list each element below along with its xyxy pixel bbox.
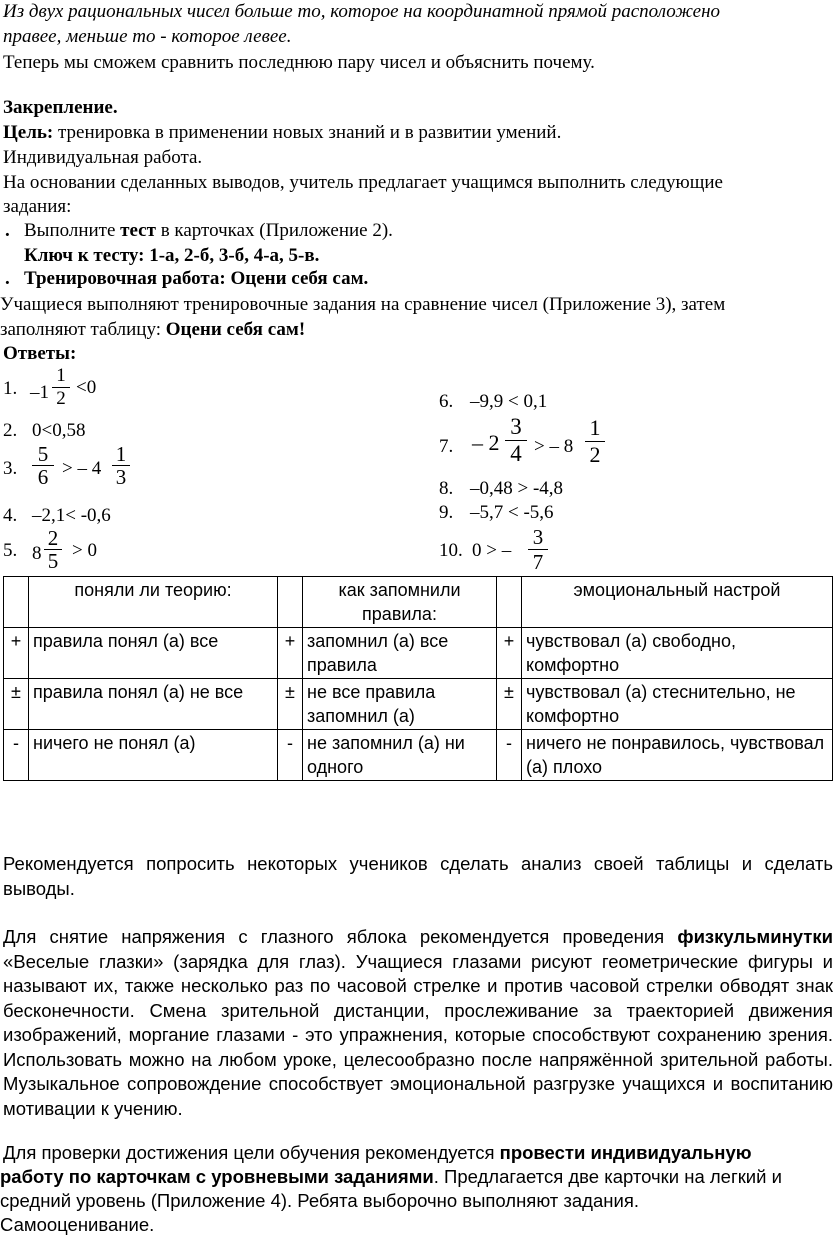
answer-3-numerator-1: 5 xyxy=(37,442,49,466)
check-line-1 xyxy=(3,1142,752,1164)
row-symbol: + xyxy=(278,628,303,679)
row-symbol: + xyxy=(497,628,522,679)
answer-4-number: 4. xyxy=(3,505,18,526)
answer-7-numerator-1: 3 xyxy=(510,414,522,439)
answer-4-text: –2,1< -0,6 xyxy=(32,505,111,526)
answer-1-numerator: 1 xyxy=(56,365,66,386)
goal-text: тренировка в применении новых знаний и в развитии умений. xyxy=(53,122,562,143)
table-cell: запомнил (а) все правила xyxy=(303,628,497,679)
answer-7-number: 7. xyxy=(439,436,454,457)
row-symbol: - xyxy=(278,730,303,781)
list-item-2: Тренировочная работа: Оцени себя сам. xyxy=(24,268,369,289)
based-line-1: На основании сделанных выводов, учитель предлагает учащимся выполнить следующие xyxy=(3,172,723,193)
answer-7-fraction-1 xyxy=(505,415,527,466)
table-cell: ничего не понял (а) xyxy=(29,730,278,781)
item1-post: в карточках (Приложение 2). xyxy=(155,220,393,241)
answer-1-fraction xyxy=(52,366,70,409)
answer-7-numerator-2: 1 xyxy=(589,415,601,440)
students-line-1: Учащиеся выполняют тренировочные задания на сравнение чисел (Приложение 3), затем xyxy=(0,294,726,315)
intro-italic-line-2: правее, меньше то - которое левее. xyxy=(3,26,292,47)
item1-bold: тест xyxy=(120,220,156,241)
intro-line-3: Теперь мы сможем сравнить последнюю пару чисел и объяснить почему. xyxy=(3,52,595,73)
answer-7-fraction-2 xyxy=(585,416,605,467)
row-symbol: - xyxy=(4,730,29,781)
table-row xyxy=(4,679,833,730)
self-evaluation-table xyxy=(3,576,833,781)
answer-6-text: –9,9 < 0,1 xyxy=(470,391,548,412)
answer-10-numerator: 3 xyxy=(532,525,544,549)
list-bullet-1: . xyxy=(5,220,10,241)
answer-1-whole: –1 xyxy=(30,382,49,403)
answer-10-pre: 0 > – xyxy=(472,540,512,561)
answer-10-fraction xyxy=(528,526,548,573)
answer-5-fraction xyxy=(44,528,62,571)
answer-5-denominator: 5 xyxy=(47,549,59,573)
students-line-2-pre: заполняют таблицу: xyxy=(0,319,166,340)
answer-10-number: 10. xyxy=(439,540,463,561)
check-bold-1: провести индивидуальную xyxy=(499,1142,752,1163)
answer-3-number: 3. xyxy=(3,458,18,479)
item1-pre: Выполните xyxy=(24,220,121,241)
answer-10-denominator: 7 xyxy=(532,550,544,574)
table-header-row xyxy=(4,577,833,628)
table-cell: чувствовал (а) стеснительно, не комфортно xyxy=(522,679,833,730)
check-bold-2: работу по карточкам с уровневыми заданиями xyxy=(0,1166,434,1187)
answer-2-text: 0<0,58 xyxy=(32,420,86,441)
relax-paragraph xyxy=(3,925,833,1121)
table-cell: правила понял (а) не все xyxy=(29,679,278,730)
table-cell: ничего не понравилось, чувствовал (а) плохо xyxy=(522,730,833,781)
check-post-1: . Предлагается две карточки на легкий и xyxy=(433,1166,782,1187)
answer-3-middle: > – 4 xyxy=(62,458,102,479)
answer-3-denominator-1: 6 xyxy=(37,465,49,489)
answer-7-denominator-2: 2 xyxy=(589,442,601,467)
intro-italic-line-1: Из двух рациональных чисел больше то, которое на координатной прямой расположено xyxy=(3,1,721,22)
answer-3-fraction-1 xyxy=(32,444,54,487)
check-line-3: средний уровень (Приложение 4). Ребята выборочно выполняют задания. xyxy=(0,1190,639,1211)
table-cell: правила понял (а) все xyxy=(29,628,278,679)
answer-5-numerator: 2 xyxy=(47,526,59,550)
answer-3-fraction-2 xyxy=(112,444,130,487)
row-symbol: ± xyxy=(497,679,522,730)
goal-label: Цель: xyxy=(3,122,54,143)
answer-7-middle: > – 8 xyxy=(534,436,574,457)
row-symbol: ± xyxy=(4,679,29,730)
table-header-sym-1 xyxy=(4,577,29,628)
students-line-2 xyxy=(0,319,305,341)
row-symbol: - xyxy=(497,730,522,781)
students-line-2-bold: Оцени себя сам! xyxy=(165,319,306,340)
check-pre: Для проверки достижения цели обучения рекомендуется xyxy=(3,1142,500,1163)
list-item-1 xyxy=(24,220,393,242)
section-heading: Закрепление. xyxy=(3,97,118,118)
table-cell: чувствовал (а) свободно, комфортно xyxy=(522,628,833,679)
answer-7-whole: – 2 xyxy=(472,430,500,455)
table-header-mood: эмоциональный настрой xyxy=(522,577,833,628)
answer-1-rest: <0 xyxy=(76,377,97,398)
goal-line xyxy=(3,122,561,144)
answer-7-denominator-1: 4 xyxy=(510,441,522,466)
answer-3-denominator-2: 3 xyxy=(115,465,127,489)
row-symbol: + xyxy=(4,628,29,679)
answer-9-text: –5,7 < -5,6 xyxy=(470,502,554,523)
table-row xyxy=(4,628,833,679)
table-header-sym-2 xyxy=(278,577,303,628)
self-evaluation: Самооценивание. xyxy=(0,1214,155,1235)
answer-5-rest: > 0 xyxy=(72,540,97,561)
table-header-sym-3 xyxy=(497,577,522,628)
individual-work: Индивидуальная работа. xyxy=(3,147,203,168)
table-row xyxy=(4,730,833,781)
row-symbol: ± xyxy=(278,679,303,730)
relax-pre: Для снятие напряжения с глазного яблока рекомендуется проведения xyxy=(3,926,678,947)
answer-6-number: 6. xyxy=(439,391,454,412)
answer-8-text: –0,48 > -4,8 xyxy=(470,478,564,499)
answer-5-whole: 8 xyxy=(32,543,42,564)
answer-3-numerator-2: 1 xyxy=(115,442,127,466)
answer-8-number: 8. xyxy=(439,478,454,499)
table-cell: не все правила запомнил (а) xyxy=(303,679,497,730)
relax-post: «Веселые глазки» (зарядка для глаз). Учащиеся глазами рисуют геометрические фигуры и называют их, также несколько раз по часовой стрелке и против часовой стрелки обводят знак бесконечности. Смена зрительной дистанции, прослеживание за траекторией движения изображений, моргание глазами - это упражнения, которые способствуют сохранению зрения. Использовать можно на любом уроке, целесообразно после напряжённой зрительной работы. Музыкальное сопровождение способствует эмоциональной разгрузке учащихся и воспитанию мотивации к учению. xyxy=(3,950,833,1119)
table-header-theory: поняли ли теорию: xyxy=(29,577,278,628)
relax-bold: физкульминутки xyxy=(677,926,833,947)
check-line-2 xyxy=(0,1166,782,1188)
answer-9-number: 9. xyxy=(439,502,454,523)
recommend-paragraph: Рекомендуется попросить некоторых учеников сделать анализ своей таблицы и сделать выводы. xyxy=(3,853,833,899)
answer-1-number: 1. xyxy=(3,378,18,399)
answer-2-number: 2. xyxy=(3,420,18,441)
list-bullet-2: . xyxy=(5,268,10,289)
test-key: Ключ к тесту: 1-а, 2-б, 3-б, 4-а, 5-в. xyxy=(24,245,320,266)
table-cell: не запомнил (а) ни одного xyxy=(303,730,497,781)
based-line-2: задания: xyxy=(3,196,72,217)
answer-1-denominator: 2 xyxy=(56,388,66,409)
table-header-rules: как запомнили правила: xyxy=(303,577,497,628)
answers-heading: Ответы: xyxy=(3,343,77,364)
answer-5-number: 5. xyxy=(3,540,18,561)
